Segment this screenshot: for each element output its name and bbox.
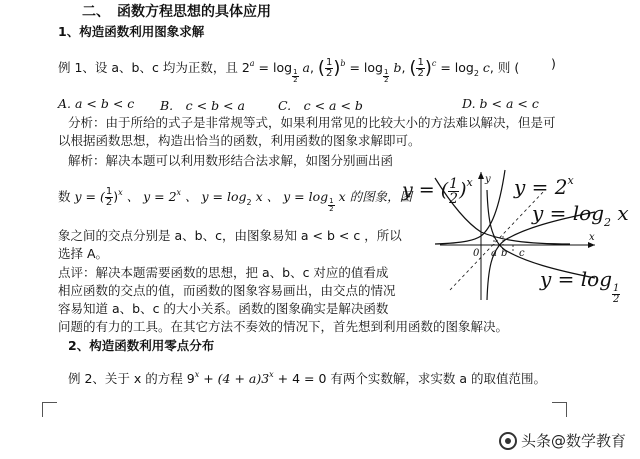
axis-y-label: y bbox=[485, 174, 491, 185]
example-1-sup-c: c bbox=[431, 59, 437, 68]
graph-label-half-power: y = ( $\frac{1}{2}$ )$^x$ bbox=[402, 175, 473, 207]
func-sup-x-1: x bbox=[118, 188, 123, 197]
graph-label-half-sup: x bbox=[466, 176, 473, 189]
point-b-label: b bbox=[501, 248, 508, 259]
solution-line-2: 象之间的交点分别是 a、b、c，由图象易知 a < b < c ，所以 bbox=[58, 228, 402, 243]
option-c: C. c < a < b bbox=[278, 98, 363, 113]
solution-lead: 数 bbox=[58, 189, 71, 204]
graph-label-log2-base: 2 bbox=[604, 216, 612, 229]
example-1-eq-log: = log bbox=[258, 60, 293, 75]
example-2-sup-2: x bbox=[269, 370, 274, 379]
func-log-half-x: x 的图象，图 bbox=[338, 189, 413, 204]
func-y-half-close: ) bbox=[113, 189, 119, 204]
subsection-title-2: 2、构造函数利用零点分布 bbox=[68, 338, 215, 353]
axis-x-label: x bbox=[589, 232, 595, 243]
option-d: D. b < a < c bbox=[462, 96, 539, 111]
func-log-half-base: $\frac{1}{2}$ bbox=[329, 197, 334, 213]
point-c-label: c bbox=[519, 248, 525, 259]
example-1-prefix: 例 1、设 a、b、c 均为正数，且 2 bbox=[58, 60, 250, 75]
graph-label-half-fraction: $\frac{1}{2}$ bbox=[449, 175, 459, 207]
page-corner-mark-right bbox=[552, 402, 567, 417]
point-a-label: a bbox=[491, 248, 497, 259]
origin-label: 0 bbox=[473, 248, 480, 259]
example-1-then: 则 ( bbox=[497, 60, 520, 75]
comment-line-4: 问题的有力的工具。在其它方法不奏效的情况下，首先想到利用函数的图象解决。 bbox=[58, 319, 509, 334]
half-fraction-1: $\frac{1}{2}$ bbox=[325, 57, 333, 79]
log-base-half-2: $\frac{1}{2}$ bbox=[383, 68, 389, 84]
graph-label-2-power-text: y = 2 bbox=[514, 175, 568, 199]
example-2-post: + 4 = 0 有两个实数解，求实数 a 的取值范围。 bbox=[273, 371, 547, 386]
log-base-half: $\frac{1}{2}$ bbox=[293, 68, 298, 84]
func-y-2x: 、 y = 2 bbox=[126, 189, 177, 204]
graph-label-2-power bbox=[514, 170, 574, 198]
page-corner-mark-left bbox=[42, 402, 57, 417]
example-1-c-var: c bbox=[482, 60, 490, 75]
example-1-base-2: 2 bbox=[473, 69, 479, 78]
y-axis-arrow bbox=[478, 172, 484, 179]
example-1-log2: = log bbox=[440, 60, 474, 75]
comment-line-1: 点评：解决本题需要函数的思想，把 a、b、c 对应的值看成 bbox=[58, 265, 389, 280]
solution-functions bbox=[58, 185, 412, 213]
func-y-log-half: y = log bbox=[283, 189, 329, 204]
func-sup-x-2: x bbox=[176, 188, 182, 197]
example-1: 例 1、设 a、b、c 均为正数，且 2$^a$ = log $\frac{1}{2}$ a, ( $\frac{1}{2}$ )$^b$ = log $\frac{1}{2}$ b, ( $\frac{1}{2}$ )$^c = \log_2 c$, 则 ( bbox=[58, 57, 520, 84]
graph-label-log-half bbox=[540, 268, 620, 305]
graph-label-half-power-text: y = ( bbox=[402, 179, 449, 201]
example-1-a-var: a bbox=[302, 60, 310, 75]
func-half-fraction: $\frac{1}{2}$ bbox=[105, 186, 113, 208]
analysis-line-1: 分析：由于所给的式子是非常规等式，如果利用常见的比较大小的方法难以解决，但是可 bbox=[68, 115, 556, 130]
solution-line-3: 选择 A。 bbox=[58, 246, 109, 261]
example-1-eq-log-2: = log bbox=[349, 60, 383, 75]
half-fraction-2: $\frac{1}{2}$ bbox=[417, 57, 424, 79]
example-2-pre: 例 2、关于 x 的方程 9 bbox=[68, 371, 195, 386]
solution-line-1: 解析：解决本题可以利用数形结合法求解，如图分别画出函 bbox=[68, 153, 394, 168]
analysis-line-2: 以根据函数思想，构造出恰当的函数，利用函数的图象求解即可。 bbox=[58, 133, 421, 148]
graph-label-log2-x: x bbox=[617, 201, 629, 225]
example-1-sup-a: a bbox=[249, 59, 255, 68]
watermark-text: 头条@数学教育 bbox=[520, 432, 626, 450]
comment-line-2: 相应函数的交点的值，而函数的图象容易画出，由交点的情况 bbox=[58, 283, 396, 298]
section-title: 二、 函数方程思想的具体应用 bbox=[82, 4, 271, 20]
graph-label-log2 bbox=[532, 202, 629, 234]
func-y-log2: 、 y = log bbox=[185, 189, 247, 204]
watermark-logo-icon bbox=[499, 432, 517, 450]
func-log2-x: x 、 bbox=[255, 189, 280, 204]
example-1-b-var: b bbox=[393, 60, 402, 75]
comment-line-3: 容易知道 a、b、c 的大小关系。函数的图象确实是解决函数 bbox=[58, 301, 389, 316]
example-1-sup-b: b bbox=[340, 59, 346, 68]
graph-label-log2-text: y = log bbox=[532, 201, 605, 225]
option-b: B. c < b < a bbox=[160, 98, 245, 113]
answer-close-paren: ) bbox=[551, 56, 556, 71]
watermark bbox=[499, 430, 626, 451]
option-a: A. a < b < c bbox=[58, 96, 135, 111]
graph-label-log-half-text: y = log bbox=[540, 267, 613, 291]
example-2 bbox=[68, 367, 546, 387]
graph-label-log-half-base: $\frac{1}{2}$ bbox=[613, 283, 620, 305]
example-2-sup-1: x bbox=[194, 370, 200, 379]
graph-label-2-power-sup: x bbox=[567, 174, 574, 187]
example-2-mid: + (4 + a)3 bbox=[199, 371, 270, 386]
func-log2-base: 2 bbox=[246, 198, 252, 207]
func-y-half: y = ( bbox=[74, 189, 105, 204]
subsection-title-1: 1、构造函数利用图象求解 bbox=[58, 24, 205, 39]
